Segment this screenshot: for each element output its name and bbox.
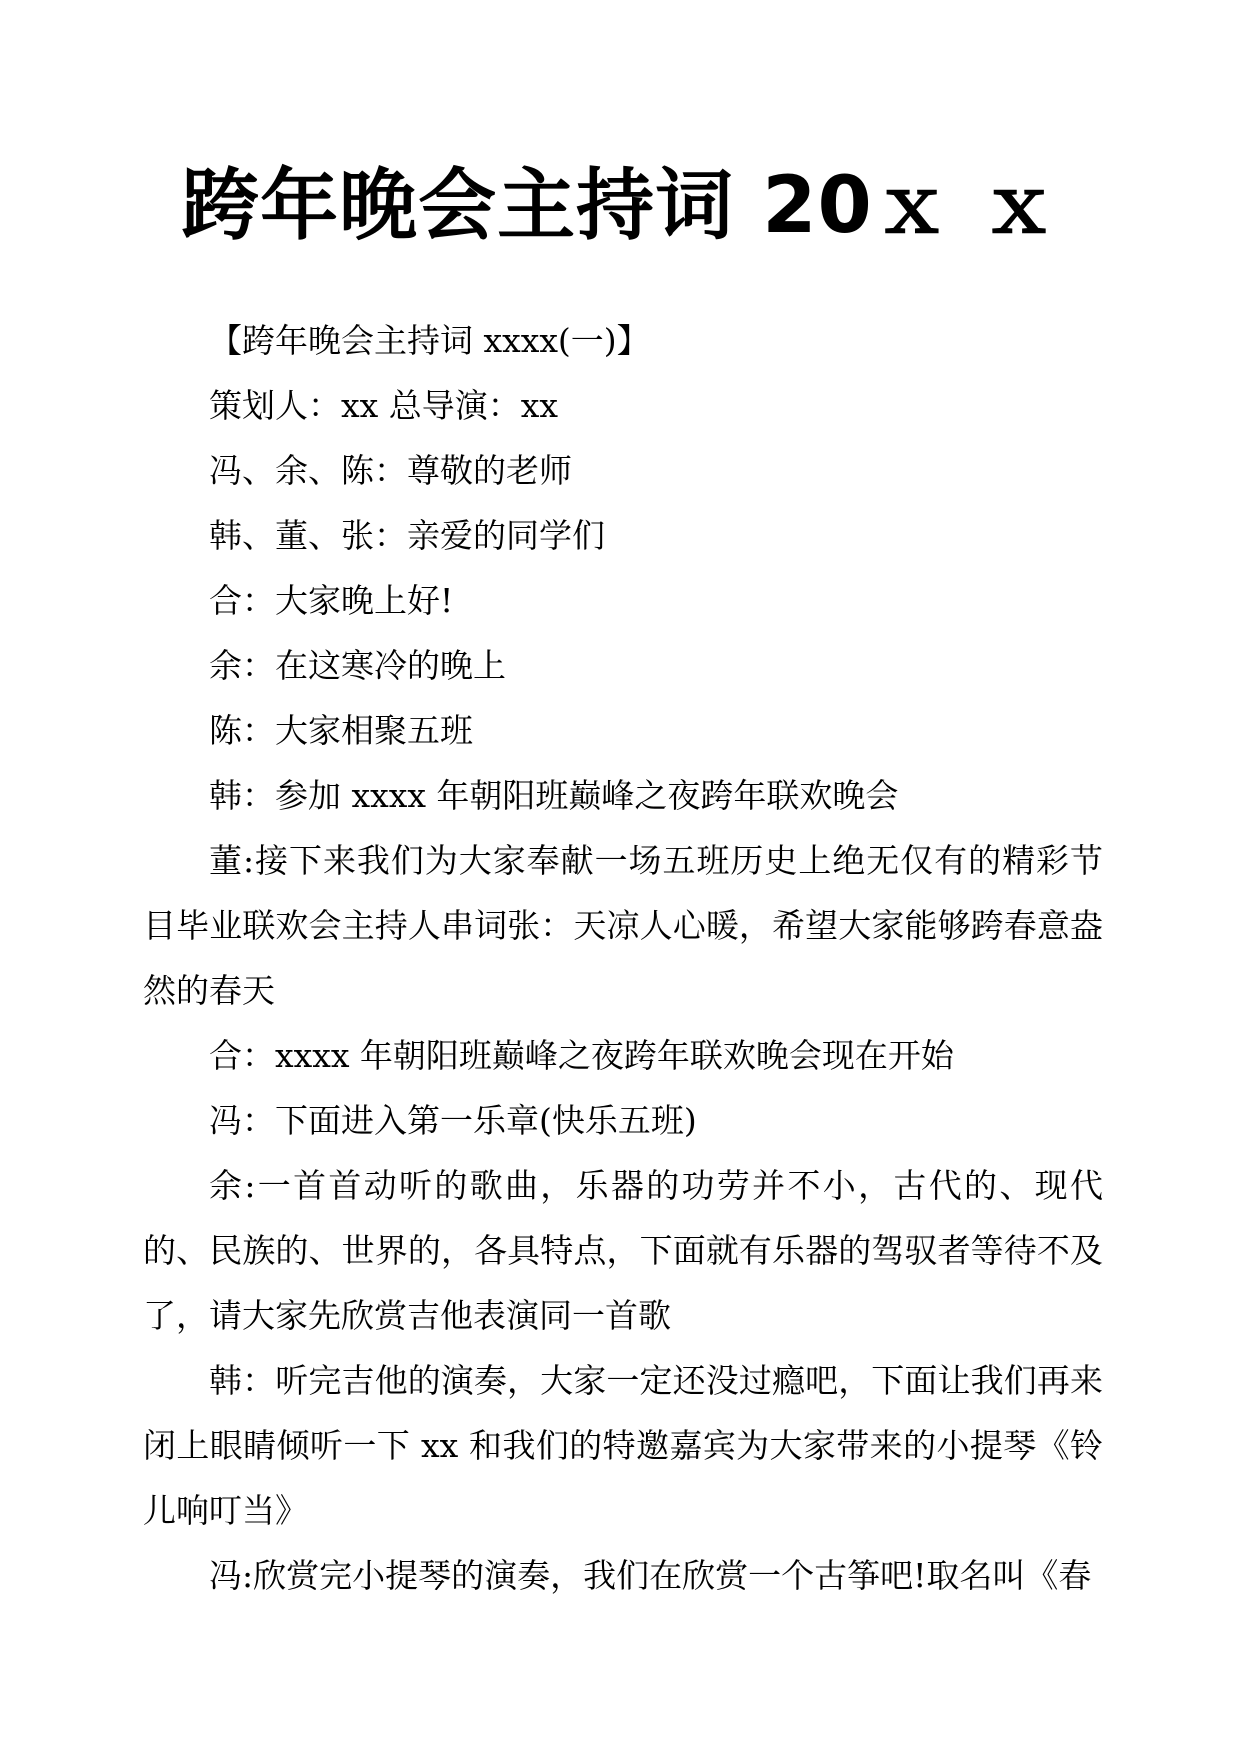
paragraph-line: 余：在这寒冷的晚上: [209, 646, 506, 685]
paragraph-line: 董:接下来我们为大家奉献一场五班历史上绝无仅有的精彩节目毕业联欢会主持人串词张：天凉人心暖，希望大家能够跨春意盎然的春天: [143, 841, 1103, 1010]
paragraph-heading: 【跨年晚会主持词 xxxx(一)】: [209, 321, 650, 360]
paragraph-line: 韩：听完吉他的演奏，大家一定还没过瘾吧，下面让我们再来闭上眼睛倾听一下 xx 和我们的特邀嘉宾为大家带来的小提琴《铃儿响叮当》: [143, 1361, 1103, 1530]
paragraph-line: 冯:欣赏完小提琴的演奏，我们在欣赏一个古筝吧!取名叫《春: [209, 1556, 1092, 1595]
paragraph-line: 合：大家晚上好!: [209, 581, 454, 620]
paragraph-line: 冯、余、陈：尊敬的老师: [209, 451, 572, 490]
paragraph-line: 韩：参加 xxxx 年朝阳班巅峰之夜跨年联欢晚会: [209, 776, 899, 815]
document-title: 跨年晚会主持词 20ｘ ｘ: [181, 161, 1059, 251]
paragraph-line: 合：xxxx 年朝阳班巅峰之夜跨年联欢晚会现在开始: [209, 1036, 954, 1075]
paragraph-line: 冯：下面进入第一乐章(快乐五班): [209, 1101, 697, 1140]
document-body: [143, 308, 1103, 1608]
paragraph-line: 陈：大家相聚五班: [209, 711, 473, 750]
paragraph-line: 余:一首首动听的歌曲，乐器的功劳并不小，古代的、现代的、民族的、世界的，各具特点，下面就有乐器的驾驭者等待不及了，请大家先欣赏吉他表演同一首歌: [143, 1166, 1103, 1335]
paragraph-credits: 策划人：xx 总导演：xx: [209, 386, 558, 425]
paragraph-line: 韩、董、张：亲爱的同学们: [209, 516, 605, 555]
